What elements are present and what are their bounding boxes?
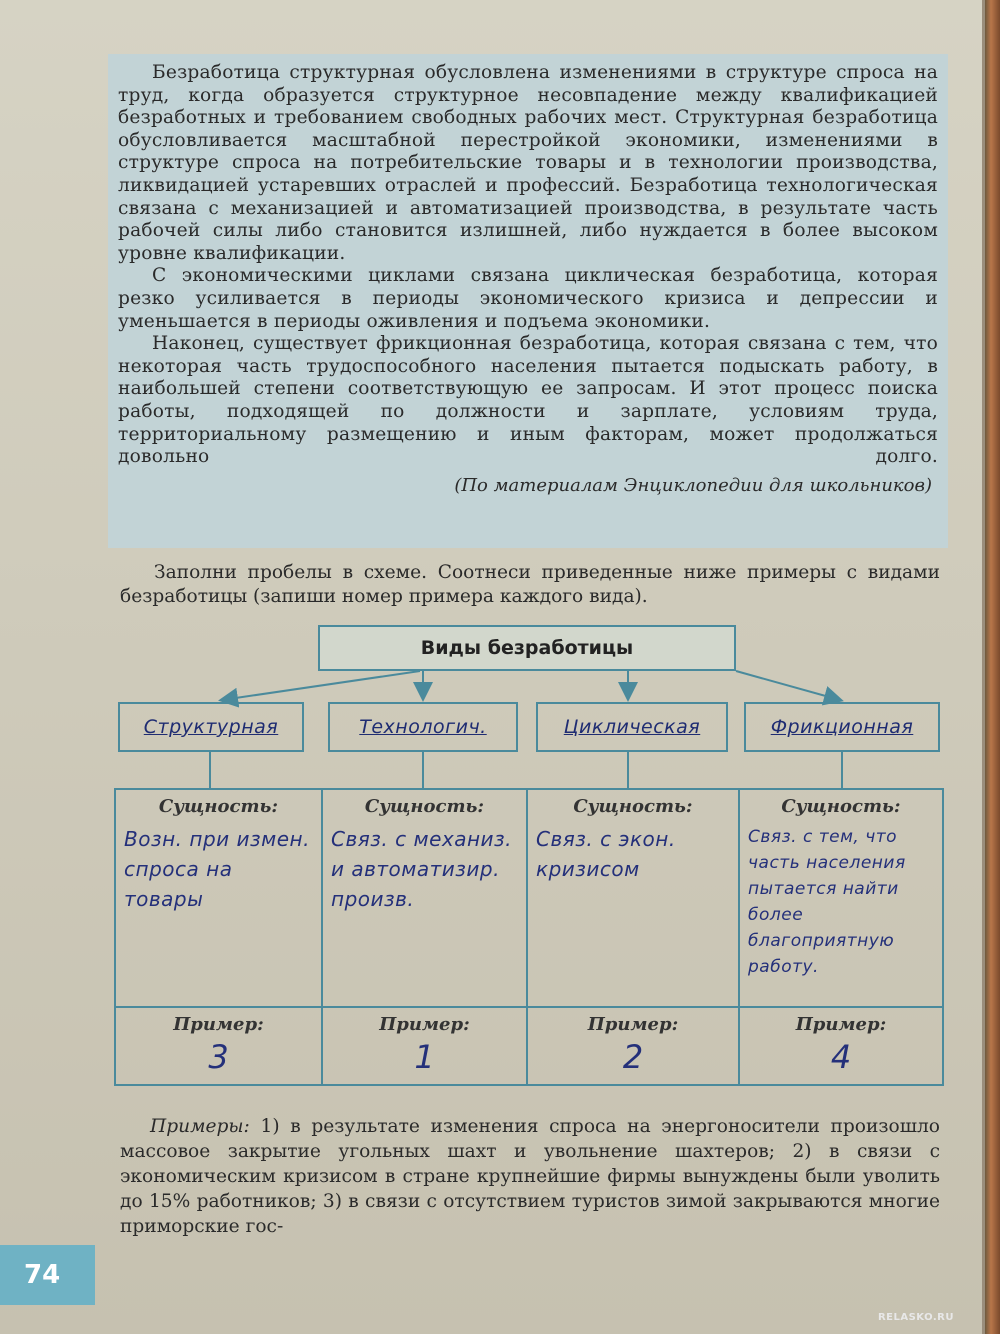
essence-cell-structural[interactable] [114, 788, 323, 1008]
essence-frictional: Связ. с тем, что часть населения пытается найти более благоприятную работу. [748, 827, 906, 977]
example-frictional: 4 [830, 1038, 852, 1076]
paragraph-structural: Безработица структурная обусловлена изменениями в структуре спроса на труд, когда образуется структурное несовпадение между квалификацией безработных и требованием свободных рабочих мест. Структурная безработица обусловливается масштабной перестройкой экономики, изменениями в структуре спроса на потребительские товары и в технологии производства, ликвидацией устаревших отраслей и профессий. Безработица технологическая связана с механизацией и автоматизацией производства, в результате часть рабочей силы либо становится излишней, либо нуждается в более высоком уровне квалификации. [118, 62, 938, 264]
diagram-title: Виды безработицы [318, 625, 736, 671]
example-technological: 1 [414, 1038, 435, 1076]
essence-cell-frictional[interactable] [738, 788, 944, 1008]
unemployment-types-diagram [100, 620, 950, 1090]
essence-cyclical: Связ. с экон. кризисом [536, 827, 676, 881]
example-cell-frictional[interactable] [738, 1006, 944, 1086]
essence-label: Сущность: [573, 796, 693, 817]
example-cell-structural[interactable] [114, 1006, 323, 1086]
example-label: Пример: [587, 1014, 679, 1035]
book-spine-edge [985, 0, 1000, 1334]
essence-structural: Возн. при измен. спроса на товары [124, 827, 310, 911]
examples-list [120, 1114, 940, 1239]
examples-lead: Примеры: [150, 1116, 250, 1137]
source-citation: (По материалам Энциклопедии для школьников) [454, 474, 932, 496]
reading-passage [108, 54, 948, 548]
example-label: Пример: [379, 1014, 470, 1035]
essence-technological: Связ. с механиз. и автоматизир. произв. [331, 827, 513, 911]
essence-label: Сущность: [364, 796, 485, 817]
page-number: 74 [0, 1245, 95, 1305]
example-cell-cyclical[interactable] [526, 1006, 740, 1086]
examples-text: 1) в результате изменения спроса на энергоносители произошло массовое закрытие угольных шахт и увольнение шахтеров; 2) в связи с экономическим кризисом в стране крупнейшие фирмы вынуждены были уволить до 15% работников; 3) в связи с отсутствием туристов зимой закрываются многие приморские гос- [120, 1116, 940, 1237]
arrow-to-structural [222, 671, 420, 700]
type-structural[interactable]: Структурная [118, 702, 304, 752]
paragraph-frictional: Наконец, существует фрикционная безработица, которая связана с тем, что некоторая часть трудоспособного населения пытается подыскать работу, в наибольшей степени соответствующую ее запросам. И этот процесс поиска работы, подходящей по должности и зарплате, условиям труда, территориальному размещению и иным факторам, может продолжаться довольно долго. [118, 333, 938, 468]
type-technological[interactable]: Технологич. [328, 702, 518, 752]
task-instruction: Заполни пробелы в схеме. Соотнеси приведенные ниже примеры с видами безработицы (запиши номер примера каждого вида). [120, 562, 940, 607]
essence-cell-cyclical[interactable] [526, 788, 740, 1008]
example-structural: 3 [208, 1038, 229, 1076]
example-label: Пример: [173, 1014, 264, 1035]
type-frictional[interactable]: Фрикционная [744, 702, 940, 752]
site-watermark: RELASKO.RU [877, 1312, 954, 1323]
paragraph-cyclical: С экономическими циклами связана циклическая безработица, которая резко усиливается в периоды экономического кризиса и депрессии и уменьшается в периоды оживления и подъема экономики. [118, 265, 938, 332]
example-cell-technological[interactable] [321, 1006, 528, 1086]
essence-label: Сущность: [781, 796, 901, 817]
essence-label: Сущность: [158, 796, 279, 817]
example-label: Пример: [795, 1014, 887, 1035]
type-cyclical[interactable]: Циклическая [536, 702, 728, 752]
example-cyclical: 2 [622, 1038, 644, 1076]
essence-cell-technological[interactable] [321, 788, 528, 1008]
arrow-to-frictional [736, 671, 840, 700]
